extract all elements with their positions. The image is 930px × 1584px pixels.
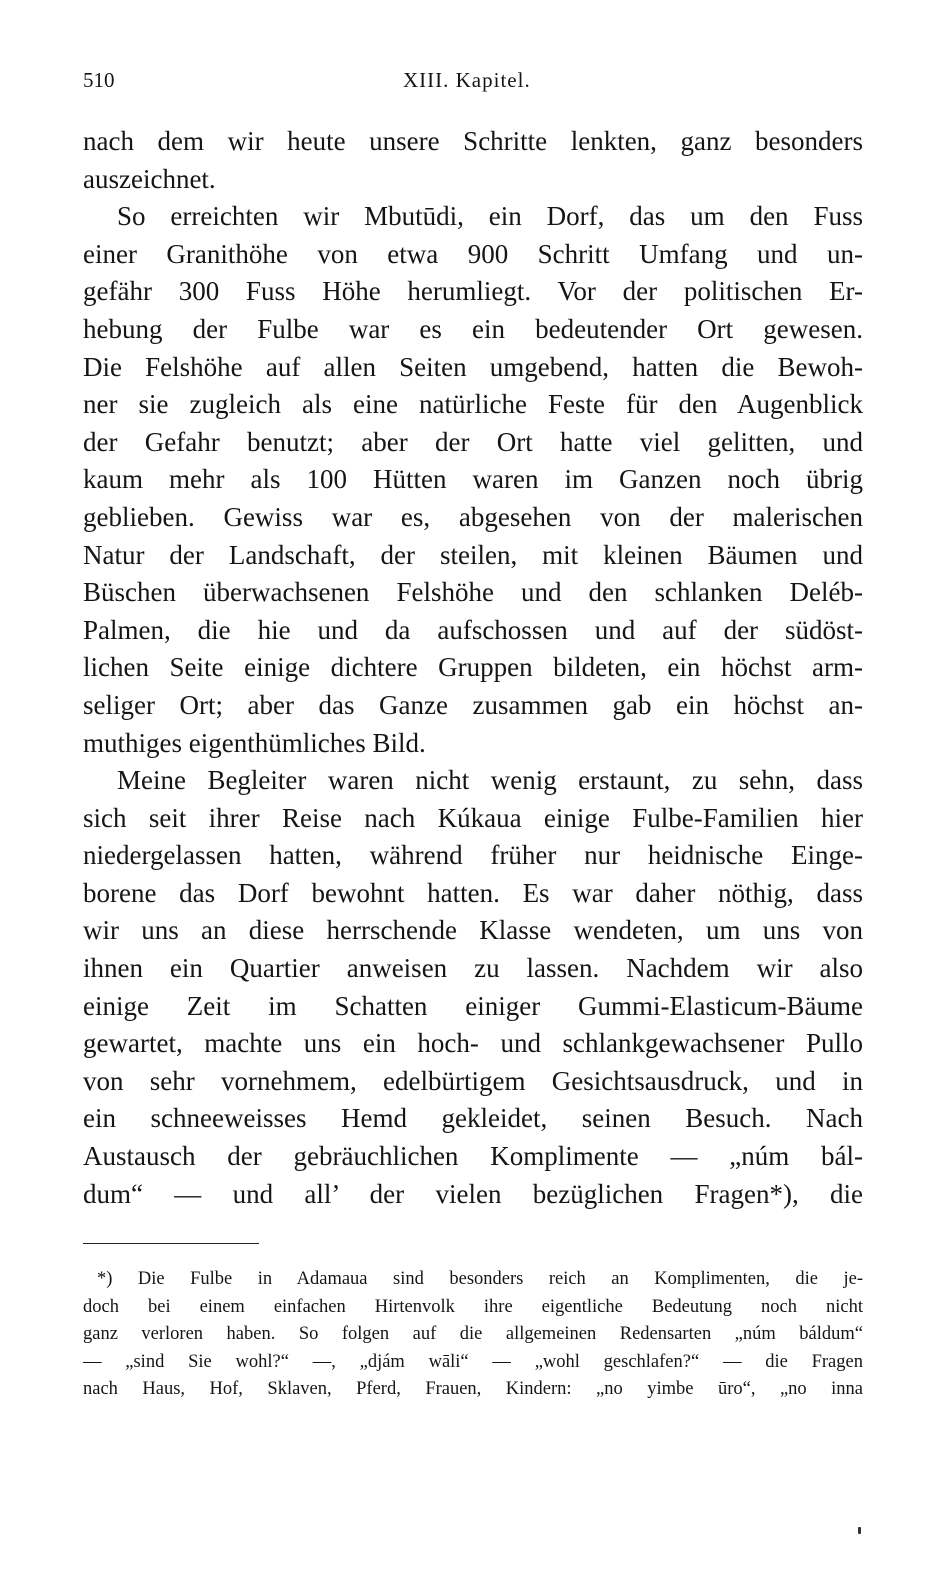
running-head <box>83 68 863 102</box>
footnote <box>83 1266 863 1404</box>
text-line: Die Felshöhe auf allen Seiten umgebend, hatten die Bewoh- <box>83 351 863 382</box>
paragraph-first-line: Meine Begleiter waren nicht wenig erstaunt, zu sehn, dass <box>117 765 863 796</box>
text-line: kaum mehr als 100 Hütten waren im Ganzen noch übrig <box>83 464 863 495</box>
text-line: seliger Ort; aber das Ganze zusammen gab ein höchst an- <box>83 689 863 720</box>
text-line: niedergelassen hatten, während früher nur heidnische Einge- <box>83 840 863 871</box>
footnote-line: ganz verloren haben. So folgen auf die allgemeinen Redensarten „núm báldum“ <box>83 1324 863 1344</box>
footnote-line: nach Haus, Hof, Sklaven, Pferd, Frauen, Kindern: „no yimbe ūro“, „no inna <box>83 1379 863 1399</box>
paragraph-first-line: So erreichten wir Mbutūdi, ein Dorf, das um den Fuss <box>117 201 863 232</box>
text-line: gefähr 300 Fuss Höhe herumliegt. Vor der politischen Er- <box>83 276 863 307</box>
text-line: gewartet, machte uns ein hoch- und schlankgewachsener Pullo <box>83 1028 863 1059</box>
text-line: geblieben. Gewiss war es, abgesehen von der malerischen <box>83 501 863 532</box>
text-line: nach dem wir heute unsere Schritte lenkten, ganz besonders <box>83 126 863 156</box>
footnote-line: doch bei einem einfachen Hirtenvolk ihre eigentliche Bedeutung noch nicht <box>83 1296 863 1317</box>
text-line: von sehr vornehmem, edelbürtigem Gesichtsausdruck, und in <box>83 1065 863 1096</box>
text-line: muthiges eigenthümliches Bild. <box>83 727 426 758</box>
text-line: sich seit ihrer Reise nach Kúkaua einige Fulbe-Familien hier <box>83 802 863 833</box>
footnote-line: *) Die Fulbe in Adamaua sind besonders reich an Komplimenten, die je- <box>97 1269 863 1289</box>
chapter-title: XIII. Kapitel. <box>403 68 531 92</box>
text-line: Palmen, die hie und da aufschossen und auf der südöst- <box>83 614 863 645</box>
text-line: der Gefahr benutzt; aber der Ort hatte viel gelitten, und <box>83 426 863 457</box>
footnote-line: — „sind Sie wohl?“ —, „djám wāli“ — „wohl geschlafen?“ — die Fragen <box>83 1351 863 1372</box>
text-line: Natur der Landschaft, der steilen, mit kleinen Bäumen und <box>83 539 863 570</box>
text-line: auszeichnet. <box>83 163 216 194</box>
text-line: einer Granithöhe von etwa 900 Schritt Umfang und un- <box>83 238 863 269</box>
text-line: wir uns an diese herrschende Klasse wendeten, um uns von <box>83 915 863 946</box>
text-line: lichen Seite einige dichtere Gruppen bildeten, ein höchst arm- <box>83 652 863 683</box>
text-line: ein schneeweisses Hemd gekleidet, seinen Besuch. Nach <box>83 1103 863 1134</box>
text-line: ihnen ein Quartier anweisen zu lassen. Nachdem wir also <box>83 953 863 984</box>
page-number: 510 <box>83 68 115 92</box>
footnote-separator <box>83 1243 259 1244</box>
text-line: Austausch der gebräuchlichen Komplimente — „núm bál- <box>83 1141 863 1172</box>
text-line: Büschen überwachsenen Felshöhe und den schlanken Deléb- <box>83 577 863 608</box>
text-line: einige Zeit im Schatten einiger Gummi-Elasticum-Bäume <box>83 990 863 1021</box>
text-line: ner sie zugleich als eine natürliche Feste für den Augenblick <box>83 389 863 420</box>
text-line: dum“ — und all’ der vielen bezüglichen Fragen*), die <box>83 1178 863 1209</box>
text-line: hebung der Fulbe war es ein bedeutender Ort gewesen. <box>83 313 863 344</box>
text-line: borene das Dorf bewohnt hatten. Es war daher nöthig, dass <box>83 877 863 908</box>
ink-speck <box>858 1527 861 1534</box>
body-text <box>83 123 863 1213</box>
